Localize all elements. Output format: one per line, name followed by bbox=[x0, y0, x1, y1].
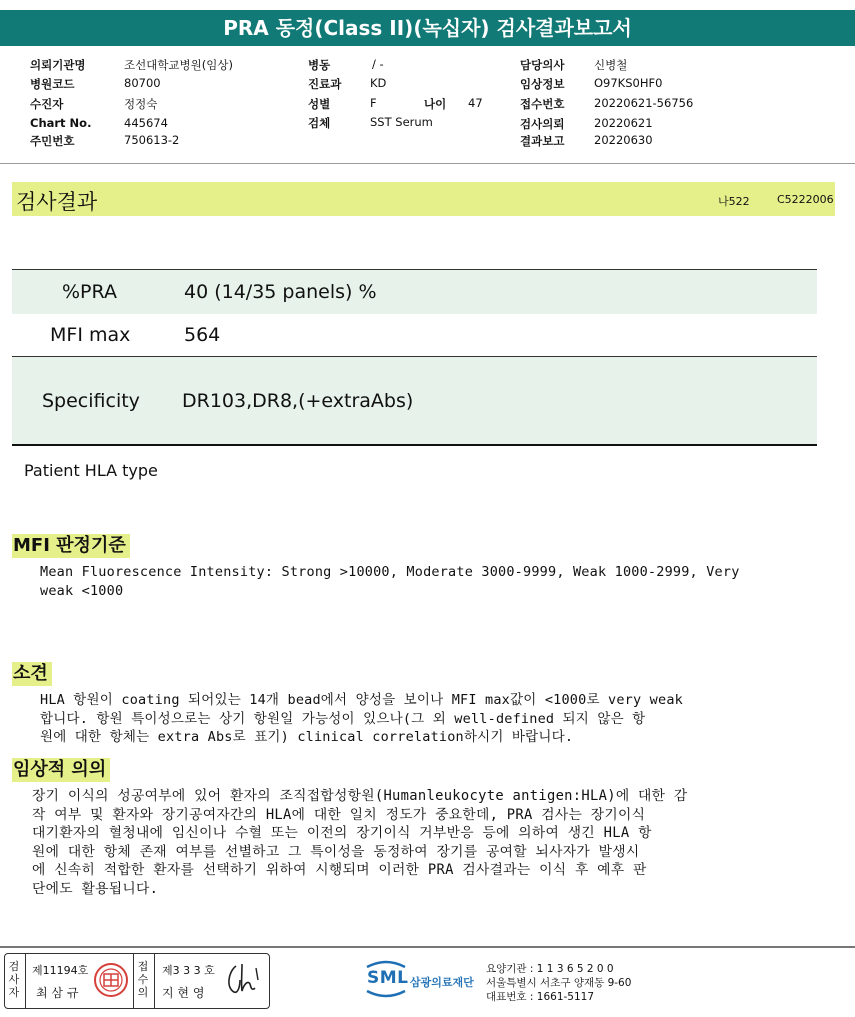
result-code-1: 나522 bbox=[718, 195, 750, 208]
label-specimen: 검체 bbox=[308, 116, 331, 130]
text-line: 단에도 활용됩니다. bbox=[32, 880, 159, 897]
inspector-box-label bbox=[8, 960, 22, 999]
doctor-no: 제3 3 3 호 bbox=[162, 964, 215, 977]
table-row bbox=[12, 269, 817, 315]
value-resident-no: 750613-2 bbox=[124, 133, 180, 147]
result-label-specificity: Specificity bbox=[42, 390, 140, 412]
label-report-date: 결과보고 bbox=[520, 134, 565, 148]
label-request-date: 검사의뢰 bbox=[520, 117, 565, 131]
value-department: KD bbox=[370, 76, 387, 90]
table-row bbox=[12, 314, 817, 357]
doctor-box-label-text: 접수의 bbox=[137, 960, 149, 999]
text-line: 원에 대한 항체는 extra Abs로 표기) clinical correlation하시기 바랍니다. bbox=[40, 729, 574, 745]
result-value-specificity: DR103,DR8,(+extraAbs) bbox=[182, 390, 414, 412]
value-patient: 정정숙 bbox=[124, 97, 158, 111]
value-requesting-institution: 조선대학교병원(임상) bbox=[124, 58, 233, 72]
label-age: 나이 bbox=[424, 97, 447, 111]
seal-stamp-icon bbox=[93, 962, 129, 998]
label-chart-no: Chart No. bbox=[30, 116, 92, 130]
org-code: 요양기관 : 1 1 3 6 5 2 0 0 bbox=[486, 963, 614, 975]
opinion-text bbox=[40, 691, 830, 747]
value-specimen: SST Serum bbox=[370, 115, 433, 129]
result-section-title: 검사결과 bbox=[16, 190, 98, 214]
text-line: 작 여부 및 환자와 장기공여자간의 HLA에 대한 일치 정도가 중요한데, PRA 검사는 장기이식 bbox=[32, 806, 646, 823]
report-title: PRA 동정(Class II)(녹십자) 검사결과보고서 bbox=[0, 10, 855, 46]
patient-hla-label: Patient HLA type bbox=[24, 461, 158, 480]
label-hospital-code: 병원코드 bbox=[30, 77, 75, 91]
clinical-text bbox=[32, 787, 832, 898]
label-resident-no: 주민번호 bbox=[30, 134, 75, 148]
doctor-name: 지 현 영 bbox=[162, 986, 205, 1000]
inspector-no: 제11194호 bbox=[32, 964, 89, 977]
mfi-criteria-title: MFI 판정기준 bbox=[12, 534, 130, 558]
label-clinical-info: 임상정보 bbox=[520, 77, 565, 91]
label-doctor: 담당의사 bbox=[520, 58, 565, 72]
label-requesting-institution: 의뢰기관명 bbox=[30, 58, 86, 72]
value-age: 47 bbox=[468, 96, 483, 110]
value-ward: / - bbox=[372, 57, 384, 71]
inspector-box-label-text: 검사자 bbox=[8, 960, 20, 999]
value-chart-no: 445674 bbox=[124, 116, 168, 130]
label-receipt-no: 접수번호 bbox=[520, 97, 565, 111]
label-ward: 병동 bbox=[308, 58, 331, 72]
divider bbox=[133, 953, 134, 1009]
value-clinical-info: O97KS0HF0 bbox=[594, 76, 663, 90]
text-line: 에 신속히 적합한 환자를 선택하기 위하여 시행되며 이러한 PRA 검사결과는 이식 후 예후 판 bbox=[32, 862, 647, 878]
org-address: 서울특별시 서초구 양재동 9-60 bbox=[486, 977, 632, 989]
header-divider bbox=[0, 163, 855, 164]
value-request-date: 20220621 bbox=[594, 116, 653, 130]
text-line: HLA 항원이 coating 되어있는 14개 bead에서 양성을 보이나 MFI max값이 <1000로 very weak bbox=[40, 692, 683, 708]
label-department: 진료과 bbox=[308, 77, 342, 91]
value-sex: F bbox=[370, 96, 377, 110]
value-doctor: 신병철 bbox=[594, 58, 628, 72]
result-label-mfi: MFI max bbox=[50, 324, 131, 346]
value-hospital-code: 80700 bbox=[124, 76, 161, 90]
inspector-name: 최 삼 규 bbox=[36, 986, 79, 1000]
value-report-date: 20220630 bbox=[594, 133, 653, 147]
mfi-criteria-text bbox=[40, 563, 830, 600]
text-line: 원에 대한 항체 존재 여부를 선별하고 그 특이성을 동정하여 장기를 공여할 뇌사자가 발생시 bbox=[32, 843, 640, 860]
footer-divider bbox=[0, 946, 855, 948]
text-line: 합니다. 항원 특이성으로는 상기 항원일 가능성이 있으나(그 외 well-defined 되지 않은 항 bbox=[40, 710, 646, 727]
result-value-mfi: 564 bbox=[184, 324, 221, 346]
opinion-title: 소견 bbox=[12, 662, 52, 686]
org-name: 삼광의료재단 bbox=[410, 976, 474, 989]
result-section-header bbox=[12, 182, 835, 216]
text-line: weak <1000 bbox=[40, 582, 124, 599]
doctor-box-label bbox=[137, 960, 151, 999]
clinical-title: 임상적 의의 bbox=[12, 758, 110, 782]
label-patient: 수진자 bbox=[30, 97, 64, 111]
signature-icon bbox=[222, 958, 264, 998]
divider bbox=[25, 953, 26, 1009]
logo-text: SML bbox=[367, 968, 409, 988]
table-row bbox=[12, 357, 817, 446]
label-sex: 성별 bbox=[308, 97, 331, 111]
result-label-pra: %PRA bbox=[62, 281, 117, 303]
result-value-pra: 40 (14/35 panels) % bbox=[184, 281, 377, 303]
text-line: Mean Fluorescence Intensity: Strong >10000, Moderate 3000-9999, Weak 1000-2999, Very bbox=[40, 564, 740, 580]
text-line: 장기 이식의 성공여부에 있어 환자의 조직접합성항원(Humanleukocyte antigen:HLA)에 대한 감 bbox=[32, 788, 688, 804]
result-code-2: C5222006 bbox=[777, 193, 834, 206]
text-line: 대기환자의 혈청내에 임신이나 수혈 또는 이전의 장기이식 거부반응 등에 의하여 생긴 HLA 항 bbox=[32, 825, 652, 841]
divider bbox=[154, 953, 155, 1009]
value-receipt-no: 20220621-56756 bbox=[594, 96, 694, 110]
org-phone: 대표번호 : 1661-5117 bbox=[486, 991, 595, 1003]
